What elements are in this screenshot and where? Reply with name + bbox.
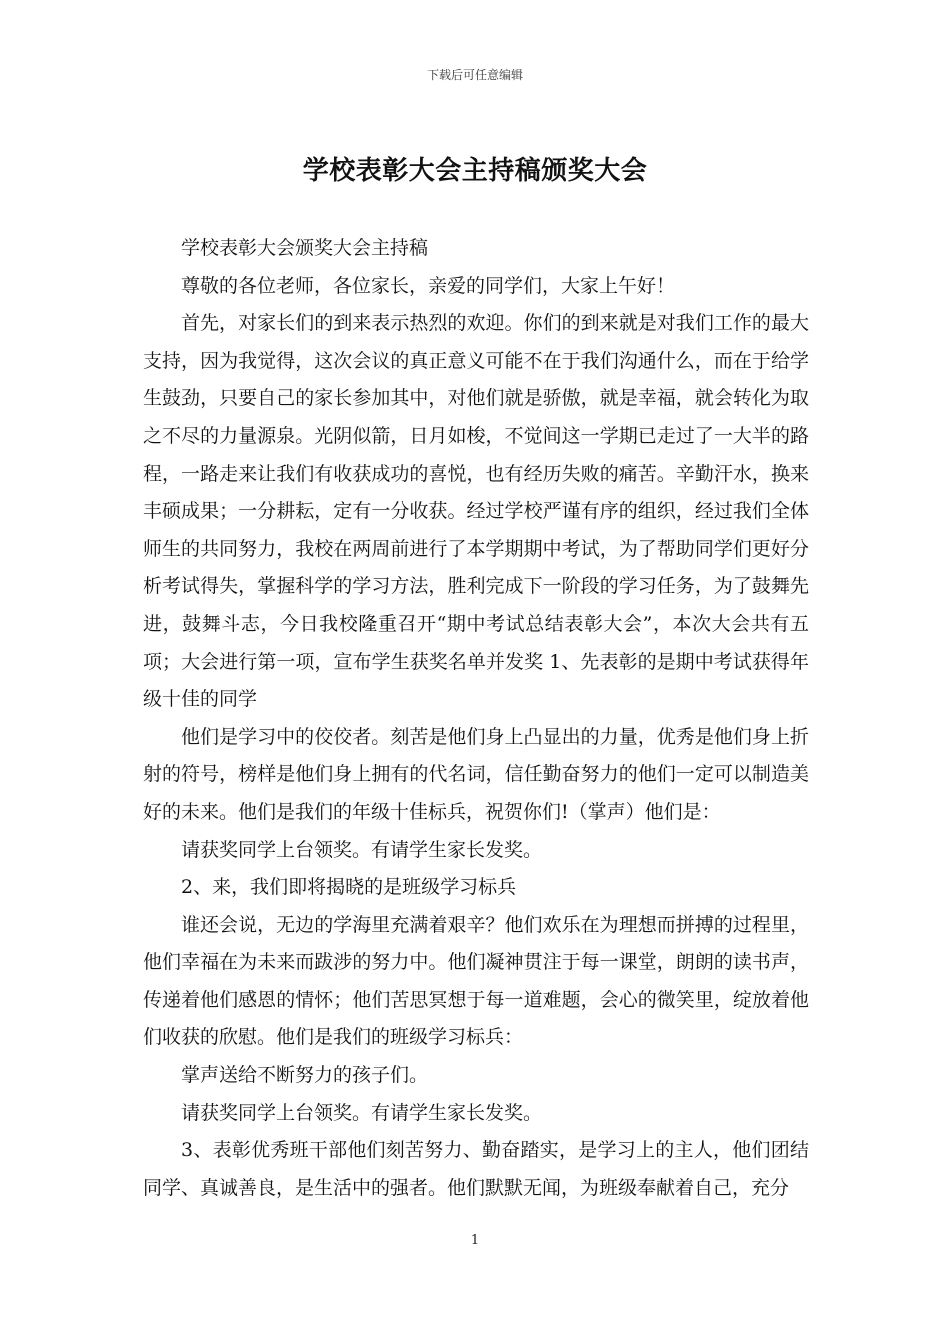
paragraph-subtitle: 学校表彰大会颁奖大会主持稿 xyxy=(181,237,429,259)
paragraph-item-2: 2、来，我们即将揭晓的是班级学习标兵 xyxy=(181,876,517,899)
paragraph-award-instruction-2: 请获奖同学上台领奖。有请学生家长发奖。 xyxy=(181,1101,543,1124)
header-note: 下载后可任意编辑 xyxy=(426,68,523,82)
paragraph-award-instruction: 请获奖同学上台领奖。有请学生家长发奖。 xyxy=(181,838,543,861)
page-number: 1 xyxy=(470,1233,480,1248)
paragraph-opening: 首先，对家长们的到来表示热烈的欢迎。你们的到来就是对我们工作的最大支持，因为我觉得，这次会议的真正意义可能不在于我们沟通什么，而在于给学生鼓劲，只要自己的家长参加其中，对他们就是骄傲，就是幸福，就会转化为取之不尽的力量源泉。光阴似箭，日月如梭，不觉间这一学期已走过了一大半的路程，一路走来让我们有收获成功的喜悦，也有经历失败的痛苦。辛勤汗水，换来丰硕成果；一分耕耘，定有一分收获。经过学校严谨有序的组织，经过我们全体师生的共同努力，我校在两周前进行了本学期期中考试，为了帮助同学们更好分析考试得失，掌握科学的学习方法，胜利完成下一阶段的学习任务，为了鼓舞先进，鼓舞斗志，今日我校隆重召开“期中考试总结表彰大会”，本次大会共有五项；大会进行第一项，宣布学生获奖名单并发奖 1、先表彰的是期中考试获得年级十佳的同学 xyxy=(143,312,809,711)
paragraph-class-models: 谁还会说，无边的学海里充满着艰辛？他们欢乐在为理想而拼搏的过程里，他们幸福在为未来而跋涉的努力中。他们凝神贯注于每一课堂，朗朗的读书声，传递着他们感恩的情怀；他们苦思冥想于每一道难题，会心的微笑里，绽放着他们收获的欣慰。他们是我们的班级学习标兵： xyxy=(143,913,809,1049)
document-title: 学校表彰大会主持稿颁奖大会 xyxy=(302,156,648,186)
paragraph-grade-top-ten: 他们是学习中的佼佼者。刻苦是他们身上凸显出的力量，优秀是他们身上折射的符号，榜样是他们身上拥有的代名词，信任勤奋努力的他们一定可以制造美好的未来。他们是我们的年级十佳标兵，祝贺你们!（掌声）他们是： xyxy=(143,725,809,823)
paragraph-item-3: 3、表彰优秀班干部他们刻苦努力、勤奋踏实，是学习上的主人，他们团结同学、真诚善良，是生活中的强者。他们默默无闻，为班级奉献着自己，充分 xyxy=(143,1139,809,1199)
paragraph-greeting: 尊敬的各位老师，各位家长，亲爱的同学们，大家上午好！ xyxy=(181,274,676,297)
paragraph-applause: 掌声送给不断努力的孩子们。 xyxy=(181,1064,429,1087)
document-body xyxy=(143,230,809,1207)
